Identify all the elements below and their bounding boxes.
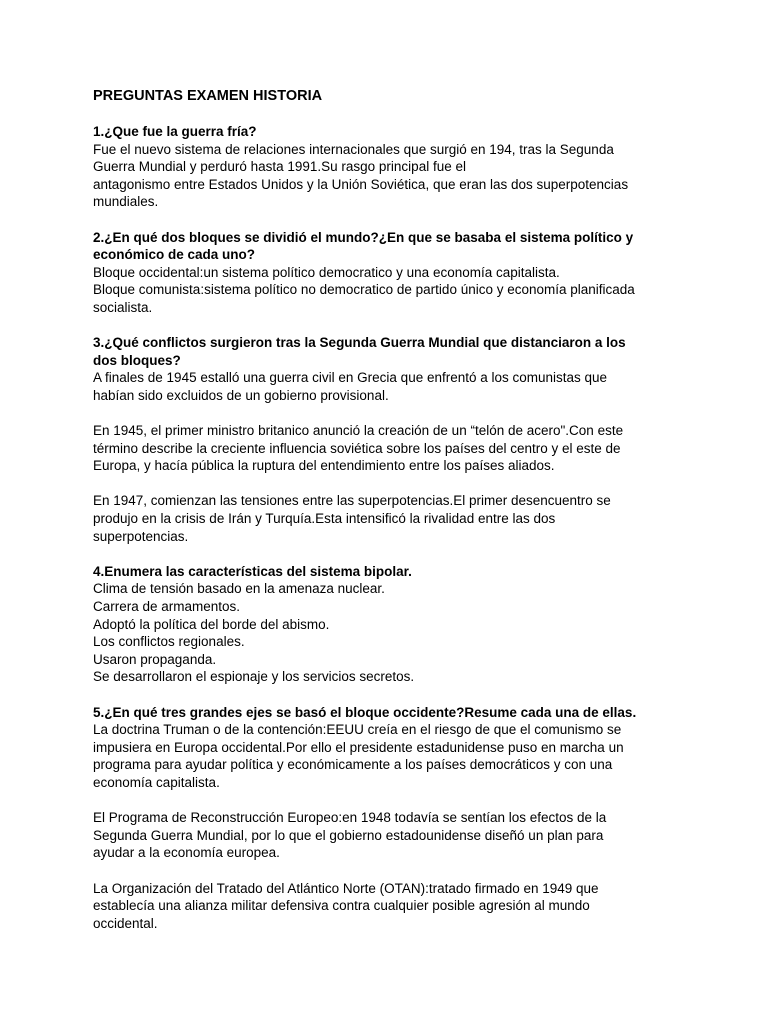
answer-3-paragraph-3: superpotencias. <box>93 528 189 544</box>
question-2-section <box>93 229 713 317</box>
answer-3-paragraph-2: Europa, y hacía pública la ruptura del entendimiento entre los países aliados. <box>93 458 555 474</box>
list-item: Los conflictos regionales. <box>93 634 245 650</box>
question-4-heading: 4.Enumera las características del sistema bipolar. <box>93 563 412 579</box>
answer-5-paragraph-1: economía capitalista. <box>93 774 220 790</box>
question-1-section <box>93 123 713 211</box>
answer-5-paragraph-1: programa para ayudar política y económicamente a los países democráticos y con una <box>93 757 613 773</box>
answer-1-line: Guerra Mundial y perduró hasta 1991.Su rasgo principal fue el <box>93 159 466 175</box>
answer-5-paragraph-2: Segunda Guerra Mundial, por lo que el gobierno estadounidense diseñó un plan para <box>93 827 604 843</box>
answer-2-line: socialista. <box>93 299 153 315</box>
document-title: PREGUNTAS EXAMEN HISTORIA <box>93 88 323 104</box>
list-item: Adoptó la política del borde del abismo. <box>93 616 330 632</box>
answer-3-paragraph-2: En 1945, el primer ministro britanico anunció la creación de un “telón de acero".Con este <box>93 423 624 439</box>
answer-5-paragraph-3: La Organización del Tratado del Atlántico Norte (OTAN):tratado firmado en 1949 que <box>93 880 599 896</box>
answer-3-paragraph-1: habían sido excluidos de un gobierno provisional. <box>93 387 389 403</box>
list-item: Usaron propaganda. <box>93 651 217 667</box>
answer-5-paragraph-2: ayudar a la economía europea. <box>93 845 280 861</box>
answer-3-paragraph-1: A finales de 1945 estalló una guerra civil en Grecia que enfrentó a los comunistas que <box>93 370 608 386</box>
question-5-heading: 5.¿En qué tres grandes ejes se basó el bloque occidente?Resume cada una de ellas. <box>93 704 637 720</box>
question-3-heading: dos bloques? <box>93 352 181 368</box>
answer-5-paragraph-3: occidental. <box>93 915 158 931</box>
question-4-section <box>93 563 713 686</box>
answer-5-paragraph-3: establecía una alianza militar defensiva contra cualquier posible agresión al mundo <box>93 898 590 914</box>
list-item: Clima de tensión basado en la amenaza nuclear. <box>93 581 385 597</box>
question-3-section <box>93 334 713 545</box>
list-item: Se desarrollaron el espionaje y los servicios secretos. <box>93 669 415 685</box>
answer-1-line: mundiales. <box>93 194 159 210</box>
question-3-heading: 3.¿Qué conflictos surgieron tras la Segunda Guerra Mundial que distanciaron a los <box>93 335 626 351</box>
answer-2-line: Bloque comunista:sistema político no democratico de partido único y economía planificada <box>93 282 635 298</box>
question-1-heading: 1.¿Que fue la guerra fría? <box>93 124 257 139</box>
answer-1-line: Fue el nuevo sistema de relaciones internacionales que surgió en 194, tras la Segunda <box>93 141 614 157</box>
question-2-heading: 2.¿En qué dos bloques se dividió el mundo?¿En que se basaba el sistema político y <box>93 229 634 245</box>
answer-3-paragraph-2: término describe la creciente influencia soviética sobre los países del centro y el este de <box>93 440 621 456</box>
question-5-section <box>93 704 713 933</box>
answer-3-paragraph-3: En 1947, comienzan las tensiones entre las superpotencias.El primer desencuentro se <box>93 493 611 509</box>
answer-1-line: antagonismo entre Estados Unidos y la Unión Soviética, que eran las dos superpotencias <box>93 176 629 192</box>
answer-5-paragraph-1: La doctrina Truman o de la contención:EEUU creía en el riesgo de que el comunismo se <box>93 722 622 738</box>
answer-5-paragraph-2: El Programa de Reconstrucción Europeo:en 1948 todavía se sentían los efectos de la <box>93 810 607 826</box>
answer-2-line: Bloque occidental:un sistema político democratico y una economía capitalista. <box>93 264 560 280</box>
document-page <box>93 87 713 932</box>
answer-3-paragraph-3: produjo en la crisis de Irán y Turquía.Esta intensificó la rivalidad entre las dos <box>93 511 556 527</box>
answer-5-paragraph-1: impusiera en Europa occidental.Por ello el presidente estadunidense puso en marcha un <box>93 739 624 755</box>
question-2-heading: económico de cada uno? <box>93 247 256 263</box>
list-item: Carrera de armamentos. <box>93 599 241 615</box>
